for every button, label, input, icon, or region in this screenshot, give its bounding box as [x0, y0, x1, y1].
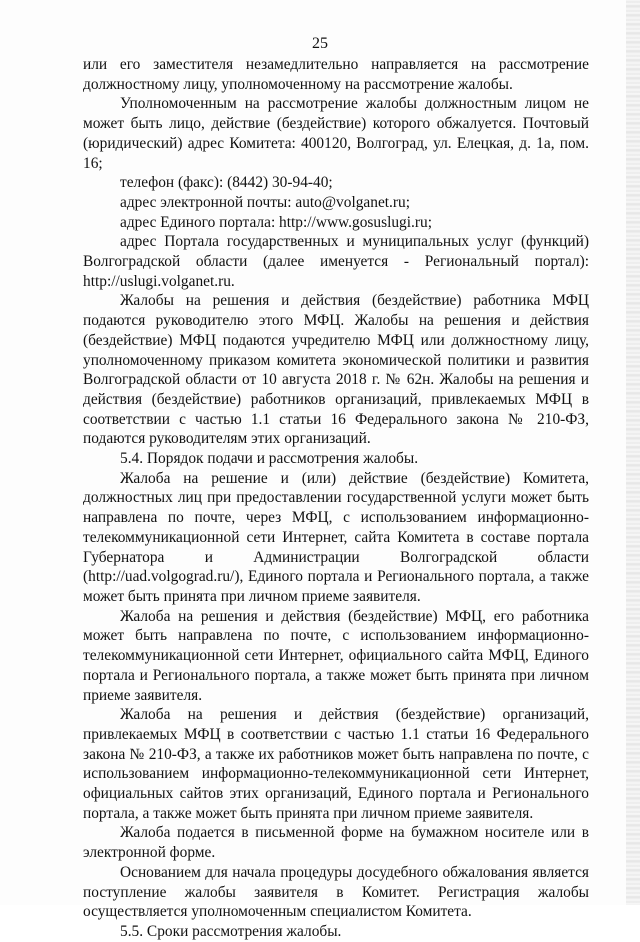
- paragraph: Основанием для начала процедуры досудебного обжалования является поступление жалобы заявителя в Комитет. Регистрация жалобы осуществляется уполномоченным специалистом Комитета.: [83, 863, 589, 921]
- paragraph: адрес электронной почты: auto@volganet.ru;: [120, 193, 410, 211]
- document-body: [83, 55, 589, 942]
- scan-edge-strip: [626, 0, 640, 905]
- paragraph: адрес Портала государственных и муниципальных услуг (функций) Волгоградской области (далее именуется - Региональный портал): http://uslugi.volganet.ru.: [83, 233, 589, 290]
- paragraph: Жалоба подается в письменной форме на бумажном носителе или в электронной форме.: [83, 824, 589, 862]
- paragraph: Жалоба на решение и (или) действие (бездействие) Комитета, должностных лиц при предоставлении государственной услуги может быть направлена по почте, через МФЦ, с использованием информационно-телекоммуникационной сети Интернет, сайта Комитета в составе портала Губернатора и Администрации Волгоградской области (http://uad.volgograd.ru/), Единого портала и Регионального портала, а также может быть принята при личном приеме заявителя.: [83, 469, 589, 605]
- paragraph: телефон (факс): (8442) 30-94-40;: [120, 174, 333, 192]
- paragraph: 5.5. Сроки рассмотрения жалобы.: [120, 922, 342, 940]
- paragraph: Уполномоченным на рассмотрение жалобы должностным лицом не может быть лицо, действие (бездействие) которого обжалуется. Почтовый (юридический) адрес Комитета: 400120, Волгоград, ул. Елецкая, д. 1а, пом. 16;: [83, 95, 589, 172]
- paragraph: Жалоба на решения и действия (бездействие) МФЦ, его работника может быть направлена по почте, с использованием информационно-телекоммуникационной сети Интернет, официального сайта МФЦ, Единого портала и Регионального портала, а также может быть принята при личном приеме заявителя.: [83, 607, 589, 704]
- paragraph: адрес Единого портала: http://www.gosuslugi.ru;: [120, 213, 432, 231]
- paragraph: или его заместителя незамедлительно направляется на рассмотрение должностному лицу, уполномоченному на рассмотрение жалобы.: [83, 56, 589, 93]
- page-number: 25: [312, 35, 328, 52]
- paragraph: 5.4. Порядок подачи и рассмотрения жалобы.: [120, 450, 419, 468]
- paragraph: Жалобы на решения и действия (бездействие) работника МФЦ подаются руководителю этого МФЦ. Жалобы на решения и действия (бездействие) МФЦ подаются учредителю МФЦ или должностному лицу, уполномоченному приказом комитета экономической политики и развития Волгоградской области от 10 августа 2018 г. № 62н. Жалобы на решения и действия (бездействие) работников организаций, привлекаемых МФЦ в соответствии с частью 1.1 статьи 16 Федерального закона № 210-ФЗ, подаются руководителям этих организаций.: [83, 292, 589, 448]
- paragraph: Жалоба на решения и действия (бездействие) организаций, привлекаемых МФЦ в соответствии с частью 1.1 статьи 16 Федерального закона № 210-ФЗ, а также их работников может быть направлена по почте, с использованием информационно-телекоммуникационной сети Интернет, официальных сайтов этих организаций, Единого портала и Регионального портала, а также может быть принята при личном приеме заявителя.: [83, 706, 589, 822]
